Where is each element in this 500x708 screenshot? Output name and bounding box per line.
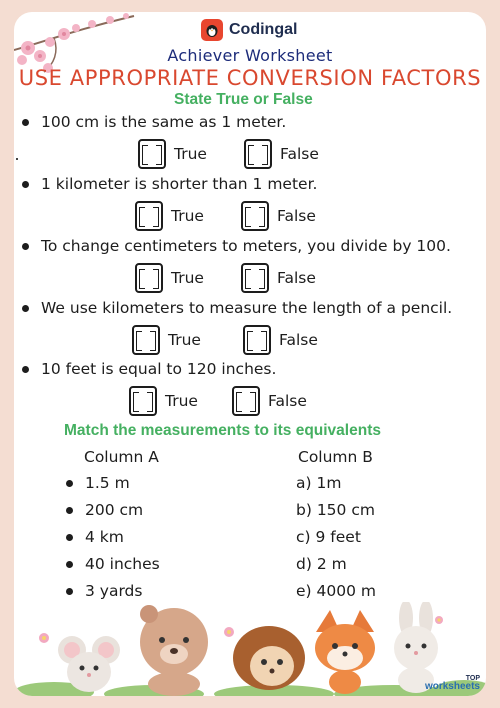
q1-true-option[interactable] — [138, 139, 207, 169]
badge-line-2: worksheets — [424, 681, 480, 692]
false-label: False — [268, 392, 307, 410]
column-b-title: Column B — [298, 448, 373, 466]
codingal-logo — [201, 20, 297, 40]
bullet — [66, 507, 73, 514]
column-b-item: b) 150 cm — [296, 501, 375, 519]
brand-name: Codingal — [229, 21, 298, 38]
main-heading: USE APPROPRIATE CONVERSION FACTORS — [18, 66, 482, 90]
bullet — [22, 243, 29, 250]
question-1 — [22, 113, 286, 131]
bullet — [66, 480, 73, 487]
bullet — [22, 181, 29, 188]
checkbox[interactable] — [241, 263, 269, 293]
q4-true-option[interactable] — [132, 325, 201, 355]
false-label: False — [279, 331, 318, 349]
bullet — [22, 305, 29, 312]
q5-true-option[interactable] — [129, 386, 198, 416]
question-text: 100 cm is the same as 1 meter. — [41, 113, 287, 131]
bullet — [66, 534, 73, 541]
checkbox[interactable] — [135, 263, 163, 293]
checkbox[interactable] — [241, 201, 269, 231]
column-a-title: Column A — [84, 448, 159, 466]
q5-false-option[interactable] — [232, 386, 307, 416]
checkbox[interactable] — [232, 386, 260, 416]
column-a-item — [66, 582, 142, 600]
true-label: True — [171, 269, 204, 287]
q3-false-option[interactable] — [241, 263, 316, 293]
stray-mark — [16, 158, 18, 160]
cartoon-animals-illustration — [14, 602, 486, 696]
column-b-item: e) 4000 m — [296, 582, 376, 600]
top-worksheets-badge — [425, 675, 480, 692]
true-label: True — [174, 145, 207, 163]
bullet — [66, 588, 73, 595]
column-b-item: a) 1m — [296, 474, 342, 492]
bullet — [66, 561, 73, 568]
column-a-text: 4 km — [85, 528, 124, 546]
q4-false-option[interactable] — [243, 325, 318, 355]
bullet — [22, 119, 29, 126]
true-label: True — [171, 207, 204, 225]
question-text: To change centimeters to meters, you divide by 100. — [41, 237, 451, 255]
checkbox[interactable] — [243, 325, 271, 355]
true-label: True — [168, 331, 201, 349]
column-a-item — [66, 555, 160, 573]
false-label: False — [277, 207, 316, 225]
q2-false-option[interactable] — [241, 201, 316, 231]
column-a-text: 1.5 m — [85, 474, 130, 492]
q1-false-option[interactable] — [244, 139, 319, 169]
checkbox[interactable] — [132, 325, 160, 355]
column-a-item — [66, 501, 143, 519]
column-b-item: c) 9 feet — [296, 528, 361, 546]
worksheet-page — [14, 12, 486, 696]
q3-true-option[interactable] — [135, 263, 204, 293]
checkbox[interactable] — [138, 139, 166, 169]
column-a-text: 3 yards — [85, 582, 143, 600]
q2-true-option[interactable] — [135, 201, 204, 231]
true-label: True — [165, 392, 198, 410]
column-a-text: 40 inches — [85, 555, 160, 573]
bullet — [22, 366, 29, 373]
checkbox[interactable] — [244, 139, 272, 169]
badge-line-1: TOP — [465, 675, 480, 682]
checkbox[interactable] — [129, 386, 157, 416]
question-3 — [22, 237, 451, 255]
codingal-penguin-icon — [201, 19, 223, 41]
question-2 — [22, 175, 317, 193]
worksheet-title: Achiever Worksheet — [167, 46, 333, 65]
false-label: False — [280, 145, 319, 163]
column-a-text: 200 cm — [85, 501, 144, 519]
question-text: 1 kilometer is shorter than 1 meter. — [41, 175, 318, 193]
column-a-item — [66, 528, 124, 546]
question-text: We use kilometers to measure the length of a pencil. — [41, 299, 453, 317]
false-label: False — [277, 269, 316, 287]
column-b-item: d) 2 m — [296, 555, 347, 573]
question-5 — [22, 360, 276, 378]
matching-heading: Match the measurements to its equivalents — [64, 422, 381, 439]
checkbox[interactable] — [135, 201, 163, 231]
column-a-item — [66, 474, 130, 492]
true-false-heading: State True or False — [174, 91, 313, 108]
question-4 — [22, 299, 452, 317]
question-text: 10 feet is equal to 120 inches. — [41, 360, 277, 378]
